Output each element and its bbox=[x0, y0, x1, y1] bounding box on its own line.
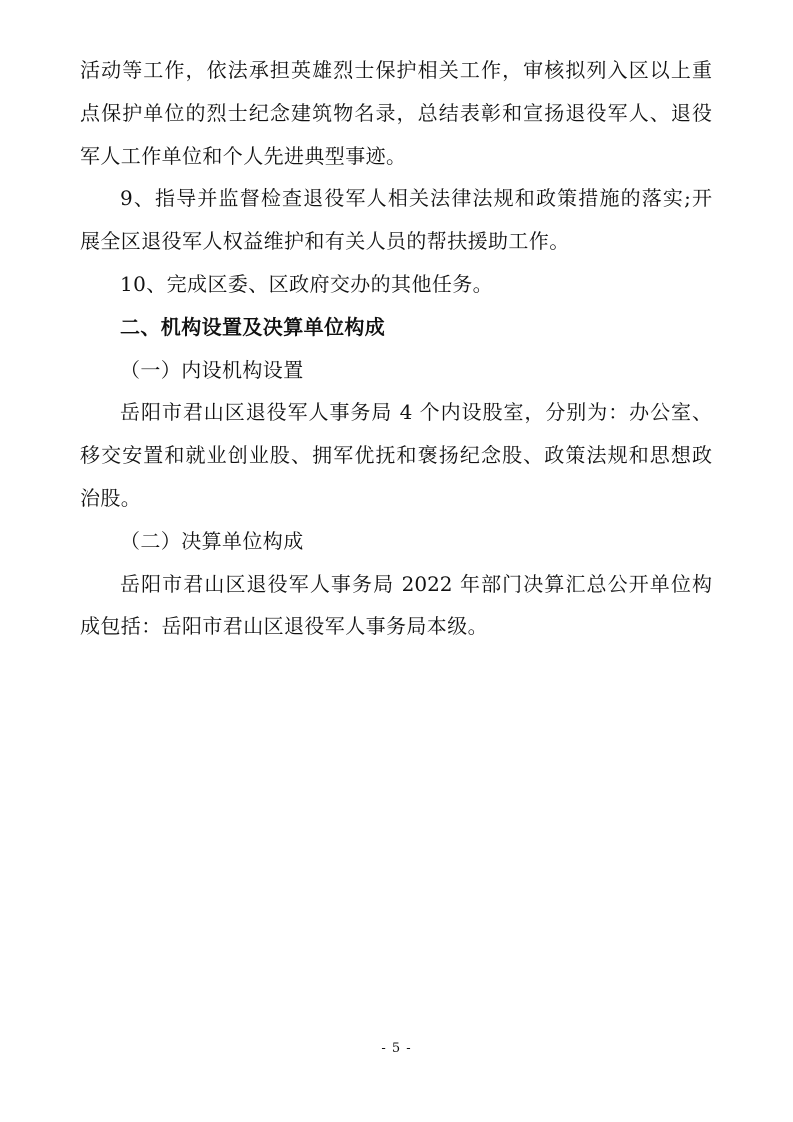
section-heading bbox=[80, 306, 712, 349]
document-body bbox=[80, 49, 712, 648]
subsection-heading-text: （二）决算单位构成 bbox=[120, 528, 304, 553]
text-line: 成包括：岳阳市君山区退役军人事务局本级。 bbox=[80, 614, 488, 639]
section-heading-text: 二、机构设置及决算单位构成 bbox=[120, 314, 386, 339]
text-line: 移交安置和就业创业股、拥军优抚和褒扬纪念股、政策法规和思想政 bbox=[80, 443, 712, 468]
text-line: 10、完成区委、区政府交办的其他任务。 bbox=[120, 271, 494, 296]
text-line: 岳阳市君山区退役军人事务局 4 个内设股室，分别为：办公室、 bbox=[120, 400, 712, 425]
text-line: 展全区退役军人权益维护和有关人员的帮扶援助工作。 bbox=[80, 229, 570, 254]
text-line: 治股。 bbox=[80, 485, 142, 510]
paragraph-item-10 bbox=[80, 263, 712, 306]
page-number: - 5 - bbox=[381, 1041, 412, 1056]
text-line: 军人工作单位和个人先进典型事迹。 bbox=[80, 143, 407, 168]
subsection-heading-internal-structure bbox=[80, 349, 712, 392]
subsection-heading-final-accounts-units bbox=[80, 520, 712, 563]
paragraph-item-9 bbox=[80, 177, 712, 263]
paragraph-duties-continued bbox=[80, 49, 712, 177]
text-line: 点保护单位的烈士纪念建筑物名录，总结表彰和宣扬退役军人、退役 bbox=[80, 100, 712, 125]
subsection-heading-text: （一）内设机构设置 bbox=[120, 357, 304, 382]
paragraph-final-accounts-units bbox=[80, 563, 712, 649]
text-line: 岳阳市君山区退役军人事务局 2022 年部门决算汇总公开单位构 bbox=[120, 571, 712, 596]
paragraph-internal-structure bbox=[80, 391, 712, 519]
text-line: 9、指导并监督检查退役军人相关法律法规和政策措施的落实;开 bbox=[120, 186, 712, 211]
text-line: 活动等工作，依法承担英雄烈士保护相关工作，审核拟列入区以上重 bbox=[80, 58, 712, 82]
